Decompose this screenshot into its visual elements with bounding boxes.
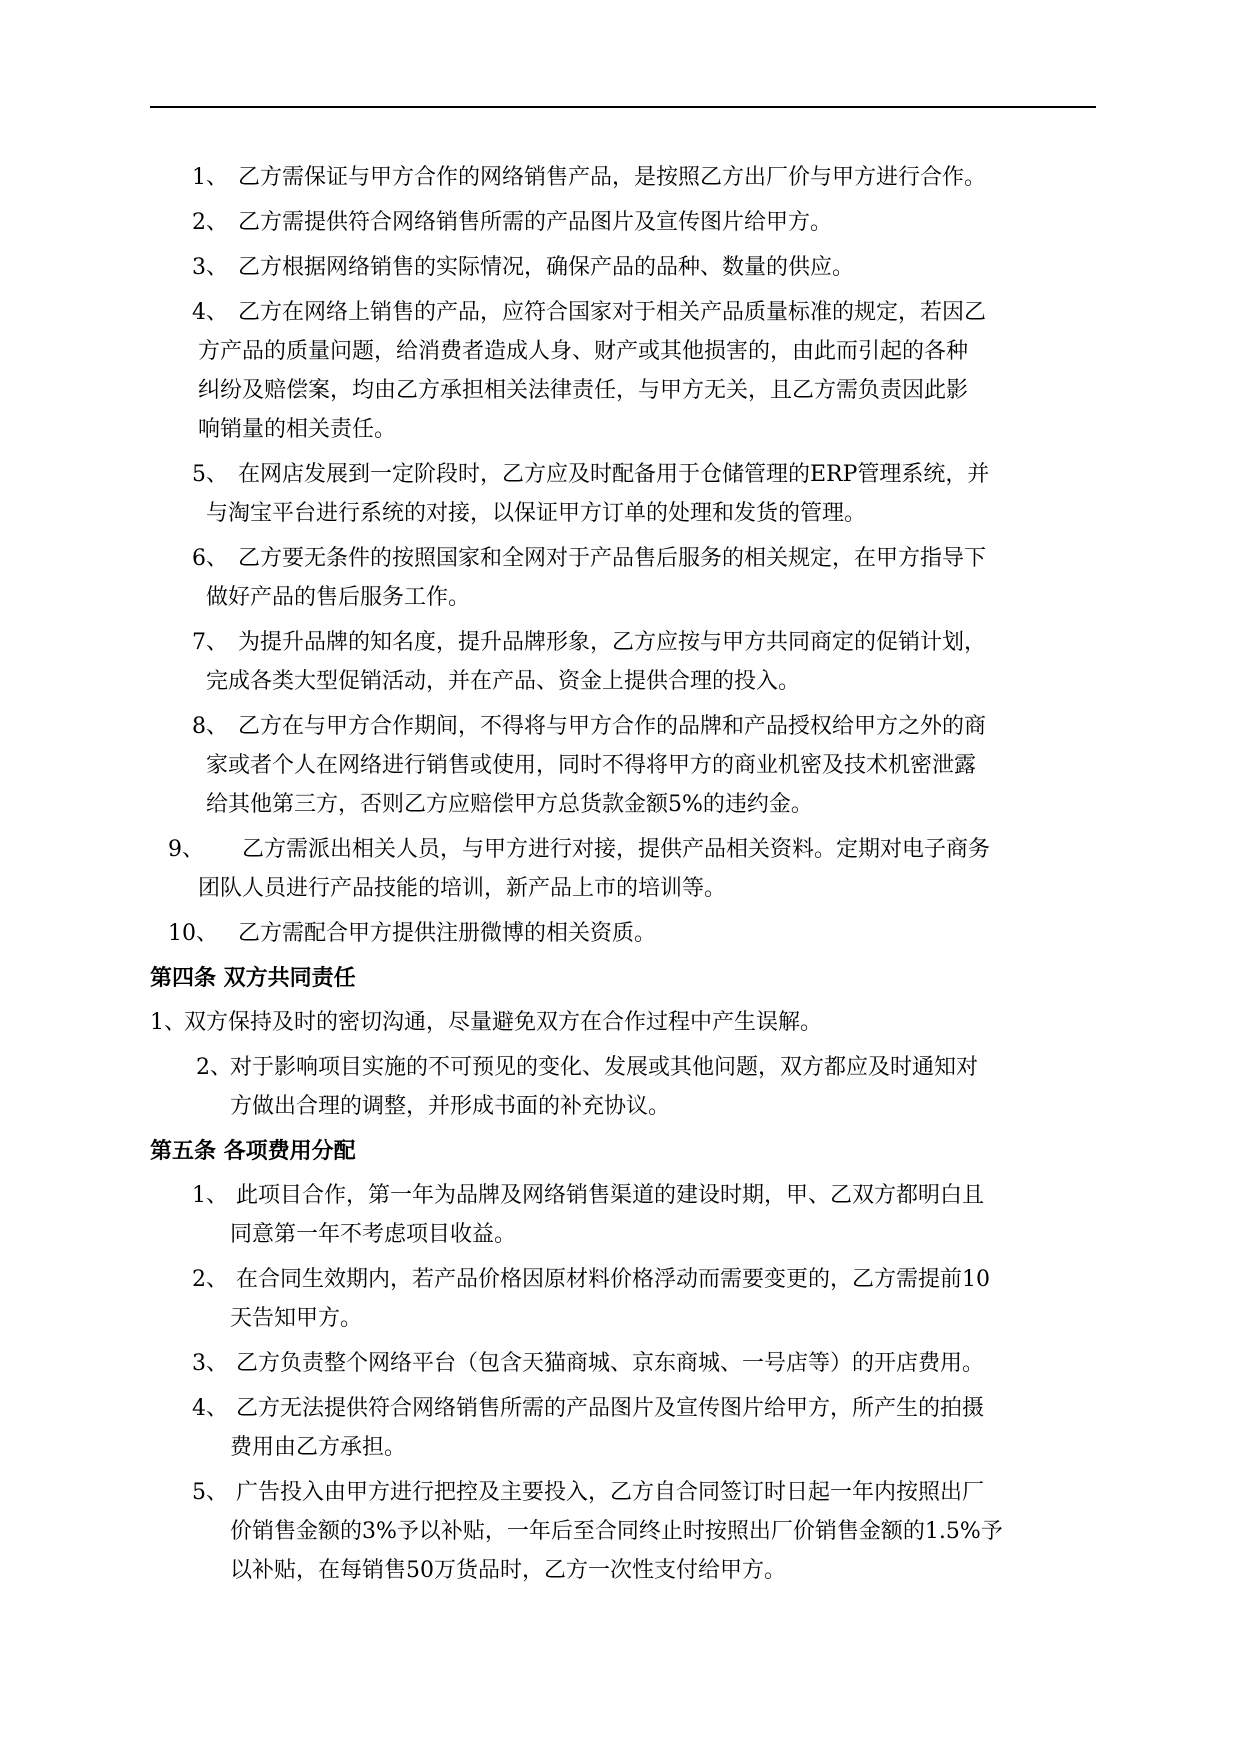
clause-item	[150, 1003, 1096, 1042]
clause-line	[150, 248, 1096, 287]
clause-number: 3、	[192, 255, 228, 280]
clause-line	[150, 869, 1096, 908]
clause-text: 方产品的质量问题，给消费者造成人身、财产或其他损害的，由此而引起的各种	[198, 339, 969, 364]
clause-number: 8、	[192, 714, 228, 739]
clause-text: 在合同生效期内，若产品价格因原材料价格浮动而需要变更的，乙方需提前10	[236, 1267, 990, 1292]
clause-item	[150, 1048, 1096, 1126]
clause-number: 1、	[192, 165, 228, 190]
clause-item	[150, 1176, 1096, 1254]
clause-item	[150, 539, 1096, 617]
clause-text: 乙方需保证与甲方合作的网络销售产品，是按照乙方出厂价与甲方进行合作。	[238, 165, 987, 190]
clause-item	[150, 1389, 1096, 1467]
clause-item	[150, 203, 1096, 242]
clause-number: 4、	[192, 1396, 228, 1421]
clause-number: 1、	[150, 1010, 186, 1035]
clause-item	[150, 623, 1096, 701]
clause-text: 给其他第三方，否则乙方应赔偿甲方总货款金额5%的违约金。	[206, 792, 813, 817]
clause-line	[150, 1473, 1096, 1512]
clause-text: 在网店发展到一定阶段时，乙方应及时配备用于仓储管理的ERP管理系统，并	[238, 462, 990, 487]
clause-line	[150, 830, 1096, 869]
clause-line	[150, 539, 1096, 578]
clause-item	[150, 914, 1096, 953]
clause-line	[150, 914, 1096, 953]
clause-number: 2、	[192, 1267, 228, 1292]
clause-line	[150, 1389, 1096, 1428]
section-3-list	[150, 158, 1096, 953]
clause-line	[150, 410, 1096, 449]
clause-line	[150, 1512, 1096, 1551]
clause-text: 同意第一年不考虑项目收益。	[230, 1222, 517, 1247]
clause-item	[150, 707, 1096, 824]
clause-text: 乙方在与甲方合作期间，不得将与甲方合作的品牌和产品授权给甲方之外的商	[238, 714, 987, 739]
clause-text: 双方保持及时的密切沟通，尽量避免双方在合作过程中产生误解。	[184, 1010, 823, 1035]
clause-line	[150, 707, 1096, 746]
clause-text: 乙方要无条件的按照国家和全网对于产品售后服务的相关规定，在甲方指导下	[238, 546, 987, 571]
clause-line	[150, 158, 1096, 197]
clause-line	[150, 203, 1096, 242]
clause-text: 此项目合作，第一年为品牌及网络销售渠道的建设时期，甲、乙双方都明白且	[236, 1183, 985, 1208]
clause-text: 做好产品的售后服务工作。	[206, 585, 471, 610]
clause-line	[150, 1003, 1096, 1042]
clause-number: 1、	[192, 1183, 228, 1208]
clause-line	[150, 662, 1096, 701]
clause-text: 完成各类大型促销活动，并在产品、资金上提供合理的投入。	[206, 669, 801, 694]
clause-item	[150, 1473, 1096, 1590]
clause-number: 2、	[192, 210, 228, 235]
clause-line	[150, 1215, 1096, 1254]
clause-number: 10、	[168, 921, 218, 946]
section-4-title: 第四条 双方共同责任	[150, 966, 356, 991]
clause-text: 广告投入由甲方进行把控及主要投入，乙方自合同签订时日起一年内按照出厂	[236, 1480, 985, 1505]
clause-number: 4、	[192, 300, 228, 325]
clause-line	[150, 1176, 1096, 1215]
clause-number: 5、	[192, 462, 228, 487]
clause-number: 7、	[192, 630, 228, 655]
clause-line	[150, 1551, 1096, 1590]
clause-line	[150, 1299, 1096, 1338]
section-5-title: 第五条 各项费用分配	[150, 1139, 356, 1164]
clause-line	[150, 1344, 1096, 1383]
clause-line	[150, 1087, 1096, 1126]
clause-text: 天告知甲方。	[230, 1306, 363, 1331]
clause-item	[150, 830, 1096, 908]
clause-item	[150, 293, 1096, 449]
clause-line	[150, 494, 1096, 533]
clause-item	[150, 455, 1096, 533]
clause-text: 家或者个人在网络进行销售或使用，同时不得将甲方的商业机密及技术机密泄露	[206, 753, 977, 778]
clause-text: 纠纷及赔偿案，均由乙方承担相关法律责任，与甲方无关，且乙方需负责因此影	[198, 378, 969, 403]
clause-text: 与淘宝平台进行系统的对接，以保证甲方订单的处理和发货的管理。	[206, 501, 867, 526]
clause-text: 乙方无法提供符合网络销售所需的产品图片及宣传图片给甲方，所产生的拍摄	[236, 1396, 985, 1421]
section-4-list	[150, 1003, 1096, 1126]
clause-number: 5、	[192, 1480, 228, 1505]
clause-text: 方做出合理的调整，并形成书面的补充协议。	[230, 1094, 671, 1119]
clause-text: 乙方负责整个网络平台（包含天猫商城、京东商城、一号店等）的开店费用。	[236, 1351, 985, 1376]
clause-text: 费用由乙方承担。	[230, 1435, 407, 1460]
clause-text: 团队人员进行产品技能的培训，新产品上市的培训等。	[198, 876, 727, 901]
clause-line	[150, 1428, 1096, 1467]
header-rule	[150, 106, 1096, 108]
document-body	[150, 158, 1096, 1596]
clause-text: 为提升品牌的知名度，提升品牌形象，乙方应按与甲方共同商定的促销计划，	[238, 630, 987, 655]
clause-line	[150, 1048, 1096, 1087]
clause-item	[150, 158, 1096, 197]
clause-number: 6、	[192, 546, 228, 571]
clause-line	[150, 293, 1096, 332]
clause-text: 乙方需派出相关人员，与甲方进行对接，提供产品相关资料。定期对电子商务	[242, 837, 991, 862]
clause-item	[150, 1260, 1096, 1338]
clause-line	[150, 746, 1096, 785]
clause-text: 乙方需提供符合网络销售所需的产品图片及宣传图片给甲方。	[238, 210, 833, 235]
clause-line	[150, 332, 1096, 371]
clause-line	[150, 455, 1096, 494]
clause-line	[150, 623, 1096, 662]
clause-text: 乙方在网络上销售的产品，应符合国家对于相关产品质量标准的规定，若因乙	[238, 300, 987, 325]
clause-text: 乙方根据网络销售的实际情况，确保产品的品种、数量的供应。	[238, 255, 855, 280]
clause-text: 以补贴，在每销售50万货品时，乙方一次性支付给甲方。	[230, 1558, 786, 1583]
clause-text: 价销售金额的3%予以补贴，一年后至合同终止时按照出厂价销售金额的1.5%予	[230, 1519, 1003, 1544]
clause-text: 响销量的相关责任。	[198, 417, 397, 442]
clause-number: 9、	[168, 837, 204, 862]
clause-text: 对于影响项目实施的不可预见的变化、发展或其他问题，双方都应及时通知对	[230, 1055, 979, 1080]
clause-number: 2、	[196, 1055, 232, 1080]
clause-text: 乙方需配合甲方提供注册微博的相关资质。	[238, 921, 657, 946]
section-5-list	[150, 1176, 1096, 1590]
clause-number: 3、	[192, 1351, 228, 1376]
clause-line	[150, 785, 1096, 824]
clause-line	[150, 1260, 1096, 1299]
clause-item	[150, 248, 1096, 287]
clause-line	[150, 371, 1096, 410]
clause-line	[150, 578, 1096, 617]
clause-item	[150, 1344, 1096, 1383]
